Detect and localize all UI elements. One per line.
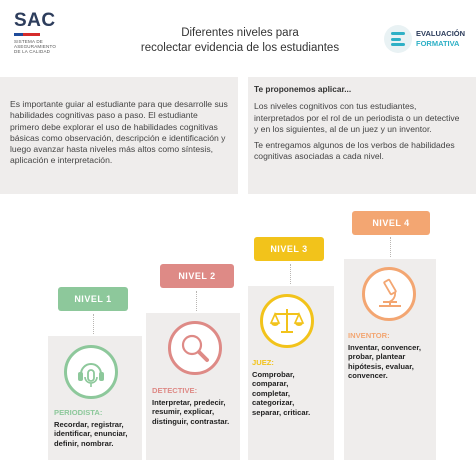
proposal-paragraph-1: Los niveles cognitivos con tus estudiantes, interpretados por el rol de un periodista o un detective y en los siguientes, al de un juez y un inventor.: [254, 101, 460, 134]
sac-logo-text: SAC: [14, 10, 56, 31]
level-1-card: [48, 336, 142, 460]
level-1-role: PERIODISTA:: [54, 408, 103, 417]
level-2-connector: [196, 291, 197, 311]
level-3-connector: [290, 264, 291, 284]
level-2-card: [146, 313, 240, 460]
magnifier-icon: [168, 321, 222, 375]
microphone-icon: [64, 345, 118, 399]
evaluacion-formativa-logo: [384, 25, 470, 55]
page-title: [110, 26, 370, 56]
level-3-role: JUEZ:: [252, 358, 274, 367]
level-1-verbs: Recordar, registrar, identificar, enunciar, definir, nombrar.: [54, 420, 128, 448]
level-2-verbs: Interpretar, predecir, resumir, explicar, distinguir, contrastar.: [152, 398, 230, 426]
ef-logo-icon: [384, 25, 412, 53]
page-title-line2: recolectar evidencia de los estudiantes: [140, 42, 340, 54]
level-4-role: INVENTOR:: [348, 331, 390, 340]
level-4-card: [344, 259, 436, 460]
level-1-badge: NIVEL 1: [58, 287, 128, 311]
page-title-line1: Diferentes niveles para: [181, 27, 299, 39]
level-2-badge: NIVEL 2: [160, 264, 234, 288]
ef-logo-line2: FORMATIVA: [416, 39, 460, 48]
intro-text: Es importante guiar al estudiante para que desarrolle sus habilidades cognitivas paso a paso. El estudiante primero debe explorar el uso de habilidades cognitivas básicas como observación, descripción e identificación y luego avanzar hasta niveles más altos como síntesis, aplicación e interpretación.: [10, 99, 228, 166]
level-3-badge: NIVEL 3: [254, 237, 324, 261]
microscope-icon: [362, 267, 416, 321]
ef-logo-line1: EVALUACIÓN: [416, 29, 466, 38]
proposal-heading: Te proponemos aplicar...: [254, 84, 352, 94]
proposal-paragraph-2: Te entregamos algunos de los verbos de habilidades cognitivas asociadas a cada nivel.: [254, 140, 455, 162]
chile-flag-stripe: [14, 33, 40, 36]
sac-subtitle-line: ASEGURAMIENTO: [14, 44, 57, 49]
level-3-card: [248, 286, 334, 460]
intro-box-left: [0, 77, 238, 194]
level-1-connector: [93, 314, 94, 334]
level-4-connector: [390, 237, 391, 257]
intro-box-right: [248, 77, 476, 194]
sac-subtitle: [14, 39, 94, 54]
level-2-role: DETECTIVE:: [152, 386, 198, 395]
level-4-badge: NIVEL 4: [352, 211, 430, 235]
level-4-verbs: Inventar, convencer, probar, plantear hipótesis, evaluar, convencer.: [348, 343, 422, 381]
sac-subtitle-line: DE LA CALIDAD: [14, 49, 51, 54]
level-3-verbs: Comprobar, comparar, completar, categorizar, separar, criticar.: [252, 370, 311, 417]
scales-icon: [260, 294, 314, 348]
sac-subtitle-line: SISTEMA DE: [14, 39, 44, 44]
sac-logo: [14, 12, 94, 54]
